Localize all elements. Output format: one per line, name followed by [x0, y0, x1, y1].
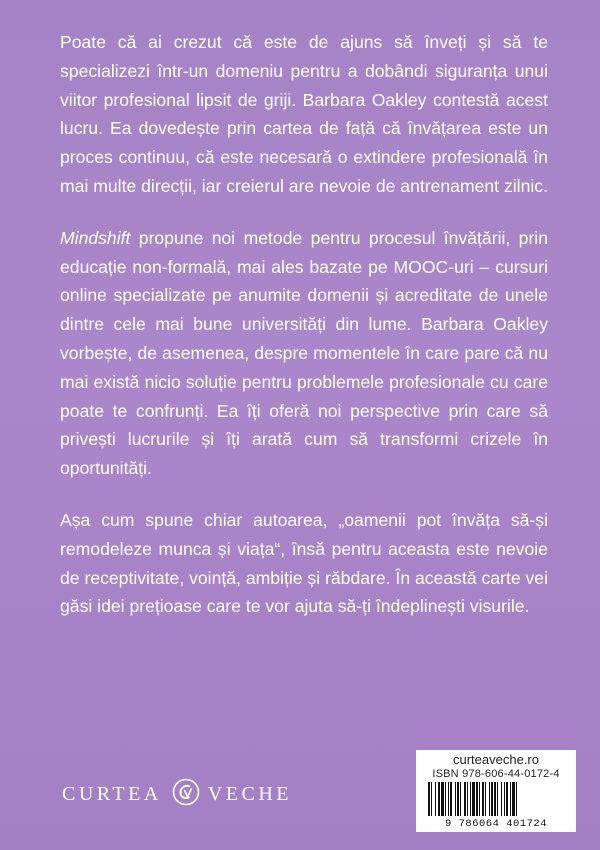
barcode-icon — [426, 782, 566, 818]
isbn-number: ISBN 978-606-44-0172-4 — [432, 768, 560, 780]
paragraph-2 — [60, 224, 548, 483]
paragraph-3-text: Așa cum spune chiar autoarea, „oamenii pot învăța să-și remodeleze munca și viața“, însă pentru aceasta este nevoie de receptivitate, voință, ambiție și răbdare. În această carte vei găsi idei prețioase care te vor ajuta să-ți îndeplinești visurile. — [60, 509, 548, 617]
publisher-website: curteaveche.ro — [453, 752, 539, 767]
publisher-name-right: VECHE — [207, 782, 292, 805]
publisher-name-left: CURTEA — [62, 782, 162, 805]
barcode-label — [416, 750, 576, 832]
paragraph-1 — [60, 28, 548, 201]
barcode-digits: 9 786064 401724 — [444, 818, 547, 830]
publisher-logo — [62, 780, 292, 808]
paragraph-1-text: Poate că ai crezut că este de ajuns să înveți și să te specializezi într-un domeniu pentru a dobândi siguranța unui viitor profesional lipsit de griji. Barbara Oakley contestă acest lucru. Ea dovedește prin cartea de față că învățarea este un proces continuu, că este necesară o extindere profesională în mai multe direcții, iar creierul are nevoie de antrenament zilnic. — [60, 32, 548, 196]
blurb — [60, 28, 548, 644]
cv-monogram-icon — [172, 778, 200, 806]
paragraph-2-text: propune noi metode pentru procesul învățării, prin educație non-formală, mai ales bazate pe MOOC-uri – cursuri online specializate pe anumite domenii și acreditate de unele dintre cele mai bune universități din lume. Barbara Oakley vorbește, de asemenea, despre momentele în care pare că nu mai există nicio soluție pentru problemele profesionale cu care poate te confrunți. Ea îți oferă noi perspective prin care să privești lucrurile și îți arată cum să transformi crizele în oportunități. — [60, 227, 548, 479]
book-title-italic: Mindshift — [60, 227, 131, 248]
paragraph-3 — [60, 506, 548, 621]
